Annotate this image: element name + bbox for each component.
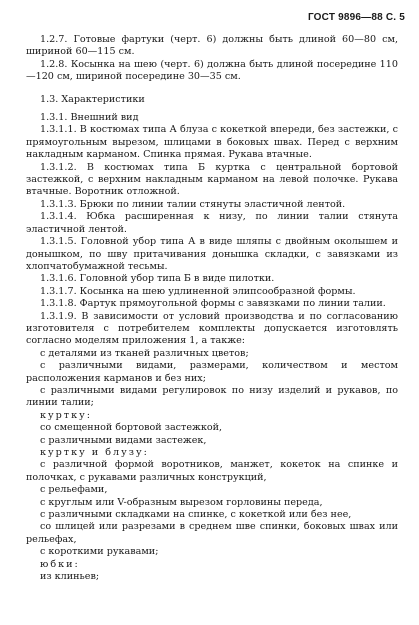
- list-item: со шлицей или разрезами в среднем шве спинки, боковых швах или рельефах,: [26, 521, 398, 545]
- list-subheading: куртку и блузу:: [40, 447, 149, 458]
- list-item: с различными видами, размерами, количеством и местом расположения карманов и без них;: [26, 360, 398, 384]
- list-item: с различными видами регулировок по низу изделий и рукавов, по линии талии;: [26, 384, 398, 409]
- section-heading: 1.3. Характеристики: [40, 93, 145, 105]
- list-item: из клиньев;: [40, 571, 100, 583]
- paragraph-1-3-1-9: 1.3.1.9. В зависимости от условий производства и по согласованию изготовителя с потребителем комплекты допускается изготовлять согласно моделям приложения 1, а также:: [26, 310, 398, 347]
- list-item: с различной формой воротников, манжет, кокеток на спинке и полочках, с рукавами различных конструкций,: [26, 459, 398, 483]
- paragraph-1-3-1-5: 1.3.1.5. Головной убор типа А в виде шляпы с двойным околышем и донышком, по шву притачивания донышка складки, с завязками из хлопчатобумажной тесьмы.: [26, 236, 398, 272]
- list-item: с различными видами застежек,: [40, 434, 207, 446]
- paragraph-1-3-1-8: 1.3.1.8. Фартук прямоугольной формы с завязками по линии талии.: [40, 298, 386, 310]
- list-item: с круглым или V-образным вырезом горловины переда,: [40, 496, 323, 508]
- paragraph-1-3-1-2: 1.3.1.2. В костюмах типа Б куртка с центральной бортовой застежкой, с верхним накладным карманом на левой полочке. Рукава втачные. Воротник отложной.: [26, 161, 398, 198]
- list-item: с короткими рукавами;: [40, 546, 159, 558]
- list-item: с деталями из тканей различных цветов;: [40, 347, 249, 359]
- paragraph-1-3-1-3: 1.3.1.3. Брюки по линии талии стянуты эластичной лентой.: [40, 198, 346, 210]
- paragraph-1-3-1-4: 1.3.1.4. Юбка расширенная к низу, по линии талии стянута эластичной лентой.: [26, 211, 398, 235]
- list-subheading: юбки:: [40, 558, 80, 570]
- list-subheading: куртку:: [40, 409, 92, 421]
- paragraph-1-3-1-1: 1.3.1.1. В костюмах типа А блуза с кокеткой впереди, без застежки, с прямоугольным вырезом, шлицами в боковых швах. Перед с верхним накладным карманом. Спинка прямая. Рукава втачные.: [26, 124, 398, 161]
- list-item: с различными складками на спинке, с кокеткой или без нее,: [40, 509, 352, 521]
- list-item: со смещенной бортовой застежкой,: [40, 422, 223, 434]
- subsection-heading: 1.3.1. Внешний вид: [40, 112, 139, 124]
- paragraph-1-3-1-6: 1.3.1.6. Головной убор типа Б в виде пилотки.: [40, 273, 275, 285]
- paragraph-1-3-1-7: 1.3.1.7. Косынка на шею удлиненной элипсообразной формы.: [40, 285, 356, 297]
- list-item: с рельефами,: [40, 484, 108, 496]
- paragraph-1-2-7: 1.2.7. Готовые фартуки (черт. 6) должны быть длиной 60—80 см, шириной 60—115 см.: [26, 34, 398, 58]
- page-header: ГОСТ 9896—88 С. 5: [307, 12, 405, 23]
- document-body: [26, 34, 398, 583]
- paragraph-1-2-8: 1.2.8. Косынка на шею (черт. 6) должна быть длиной посередине 110—120 см, шириной посередине 30—35 см.: [26, 58, 398, 83]
